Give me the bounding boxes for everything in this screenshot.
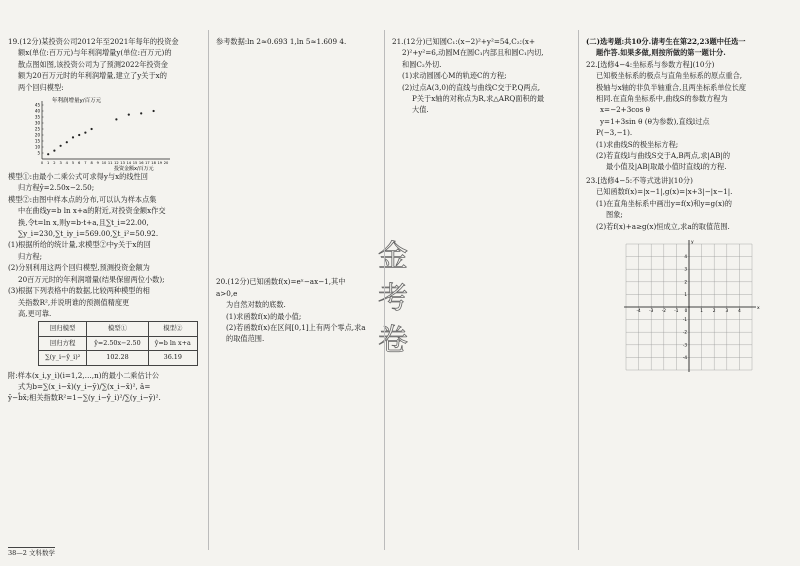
x-axis-label: x [757, 305, 760, 311]
y-tick-label: -4 [682, 354, 687, 360]
q23-line: (1)在直角坐标系中画出y=f(x)和y=g(x)的 [596, 198, 732, 208]
page-footer [8, 548, 55, 557]
q23-line: (2)若f(x)+a≥g(x)恒成立,求a的取值范围. [596, 221, 730, 231]
q22-line: 极轴与x轴的非负半轴重合,且两坐标系单位长度 [596, 82, 747, 92]
y-tick-label: 5 [37, 150, 40, 156]
data-point [140, 112, 142, 114]
q19-model2-line: 模型②:由图中样本点的分布,可以认为样本点集 [8, 194, 157, 204]
data-points [47, 110, 155, 155]
x-tick-label: 11 [107, 161, 113, 166]
table-cell: 102.28 [87, 351, 148, 365]
q20-line: 为自然对数的底数. [226, 300, 286, 310]
table-cell: 回归模型 [39, 322, 87, 336]
question-19 [8, 36, 204, 404]
q21-line: 2)²+y²=6,动圆M在圆C₁内部且和圆C₁内切, [402, 48, 544, 58]
x-tick-label: 18 [151, 161, 156, 166]
chart-title: 年利润增量y/百万元 [52, 98, 102, 105]
q19-part1: (1)根据所给的统计量,求模型②中y关于x的回 [8, 240, 151, 250]
q23-line: 已知函数f(x)=|x−1|,g(x)=|x+3|−|x−1|. [596, 187, 733, 197]
data-point [47, 153, 49, 155]
q19-stem-line: 两个回归模型: [18, 82, 64, 92]
data-point [115, 118, 117, 120]
x-tick-label: 4 [65, 161, 68, 166]
y-tick-label: -3 [682, 342, 687, 348]
x-tick-label: 4 [738, 307, 741, 313]
q23-line: 23.[选修4−5:不等式选讲](10分) [586, 175, 693, 185]
column-divider [208, 30, 209, 550]
q19-model1b: 归方程ŷ=2.50x−2.50; [18, 183, 95, 193]
spacer [216, 47, 366, 276]
q21-line: 21.(12分)已知圆C₁:(x−2)²+y²=54,C₂:(x+ [392, 37, 535, 46]
y-axis-label: y [691, 239, 694, 245]
watermark-stamp [376, 232, 410, 362]
y-tick-label: 40 [34, 108, 40, 114]
y-tick-label: 35 [34, 114, 40, 120]
elective-header: (二)选考题:共10分.请考生在第22,23题中任选一 [586, 37, 746, 46]
table-cell: 36.19 [148, 351, 197, 365]
x-tick-label: 16 [138, 161, 144, 166]
coordinate-grid [620, 238, 760, 378]
q19-appendix-line: ȳ−b̂x̄;相关指数R²=1−∑(y_i−ŷ_i)²/∑(y_i−ȳ)². [8, 393, 161, 403]
q19-stem-line: 散点图如图,该投资公司为了预测2022年投资金 [18, 59, 168, 69]
q22-line: (2)若直线l与曲线S交于A,B两点,求|AB|的 [596, 151, 731, 161]
x-tick-label: 3 [59, 161, 62, 166]
x-tick-label: 12 [114, 161, 119, 166]
q22-line: 已知极坐标系的极点与直角坐标系的原点重合, [596, 71, 743, 81]
y-tick-label: 30 [34, 120, 40, 126]
x-tick-label: 14 [126, 161, 132, 166]
y-tick-label: 20 [34, 132, 40, 138]
x-tick-label: 13 [120, 161, 125, 166]
q19-model2-line: 换,令t=ln x,则y=b·t+a,且∑t_i=22.00, [18, 217, 149, 227]
x-tick-label: 19 [157, 161, 163, 166]
q20-line: (1)求函数f(x)的最小值; [226, 311, 302, 321]
q22-param-eq: y=1+3sin θ (θ为参数),直线l过点 [600, 116, 710, 126]
elective-header: 题作答.如果多做,则按所做的第一题计分. [596, 48, 726, 58]
q21-line: P关于x轴的对称点为R,求△ARQ面积的最 [412, 94, 545, 104]
scatter-plot [28, 95, 188, 171]
table-cell: ŷ=2.50x−2.50 [87, 336, 148, 350]
q22-param-eq: x=−2+3cos θ [600, 105, 650, 115]
q21-line: (1)求动圆圆心M的轨迹C的方程; [402, 71, 507, 81]
q19-appendix-line: 式为b=∑(x_i−x̄)(y_i−ȳ)/∑(x_i−x̄)², â= [18, 381, 151, 391]
table-cell: 模型① [87, 322, 148, 336]
y-tick-label: 4 [684, 254, 687, 260]
data-point [78, 134, 80, 136]
table-cell: 模型② [148, 322, 197, 336]
x-tick-label: 17 [145, 161, 150, 166]
data-point [91, 128, 93, 130]
chart-xlabel: 投资金额x/百万元 [114, 166, 154, 172]
stamp-char: 卷 [378, 323, 408, 358]
x-tick-label: 1 [47, 161, 50, 166]
x-tick-label: 2 [53, 161, 56, 166]
q19-model1: 模型①:由最小二乘公式可求得y与x的线性回 [8, 172, 148, 182]
q22-line: 相同.在直角坐标系中,曲线S的参数方程为 [596, 94, 728, 104]
table-cell: ∑(y_i−ŷ_i)² [39, 351, 87, 365]
q19-stem-line: 额为20百万元时的年利润增量,建立了y关于x的 [18, 71, 167, 81]
question-20-column [216, 36, 366, 345]
q20-line: 20.(12分)已知函数f(x)=eˣ−ax−1,其中a>0,e [216, 277, 346, 298]
q22-line: P(−3,−1). [596, 128, 633, 138]
q22-line: (1)求曲线S的极坐标方程; [596, 139, 679, 149]
stamp-char: 考 [378, 281, 408, 316]
q19-model2-line: 中在曲线y=b ln x+a的附近,对投资金额x作交 [18, 206, 166, 216]
data-point [53, 150, 55, 152]
q19-part1b: 归方程; [18, 251, 42, 261]
q21-line: 大值. [412, 105, 429, 115]
column-divider [578, 30, 579, 550]
stamp-char: 金 [378, 239, 408, 274]
x-tick-label: -3 [649, 307, 654, 313]
x-tick-label: 0 [40, 161, 44, 166]
data-point [60, 145, 62, 147]
data-point [84, 132, 86, 134]
data-point [72, 136, 74, 138]
y-tick-label: 45 [34, 102, 40, 108]
y-tick-label: 3 [684, 266, 687, 272]
table-row [39, 336, 198, 350]
x-tick-label: 3 [725, 307, 729, 313]
q19-part2-line: (2)分别利用这两个回归模型,预测投资金额为 [8, 263, 150, 273]
q19-part2-line: 20百万元时的年利润增量(结果保留两位小数); [18, 274, 165, 284]
x-tick-label: 7 [84, 161, 87, 166]
y-tick-label: -2 [682, 329, 687, 335]
x-tick-label: 15 [132, 161, 138, 166]
data-point [153, 110, 155, 112]
q21-line: (2)过点A(3,0)的直线与曲线C交于P,Q两点, [402, 82, 541, 92]
table-row [39, 351, 198, 365]
x-tick-label: 20 [163, 161, 169, 166]
x-tick-label: -4 [636, 307, 641, 313]
q19-stem-line: 额x(单位:百万元)与年利润增量y(单位:百万元)的 [18, 48, 172, 58]
x-tick-label: 6 [78, 161, 81, 166]
regression-table [38, 321, 198, 365]
column-divider [384, 30, 385, 550]
x-tick-label: 2 [712, 307, 716, 313]
x-tick-label: 5 [71, 161, 75, 166]
axes [35, 101, 170, 165]
y-tick-label: -1 [682, 317, 687, 323]
question-22-23-column [586, 36, 764, 378]
q22-line: 最小值及|AB|取最小值时直线l的方程. [606, 162, 727, 172]
data-point [66, 141, 68, 143]
question-21 [392, 36, 574, 116]
y-tick-label: 15 [34, 138, 40, 144]
x-tick-label: 8 [90, 161, 93, 166]
grid-axes [624, 240, 756, 372]
q19-part3-line: 高,更可靠. [18, 308, 52, 318]
grid-labels [637, 240, 760, 360]
table-row [39, 322, 198, 336]
data-point [128, 114, 130, 116]
q19-appendix-line: 附:样本(x_i,y_i)(i=1,2,…,n)的最小二乘估计公 [8, 370, 160, 380]
table-cell: ŷ=b ln x+a [148, 336, 197, 350]
q22-line: 22.[选修4−4:坐标系与参数方程](10分) [586, 59, 715, 69]
q19-part3-line: (3)根据下列表格中的数据,比较两种模型的相 [8, 286, 150, 296]
q23-line: 图象; [606, 210, 623, 220]
y-tick-label: 25 [34, 126, 40, 132]
y-tick-label: 1 [684, 291, 687, 297]
table-cell: 回归方程 [39, 336, 87, 350]
x-tick-label: -1 [674, 307, 679, 313]
q21-line: 和圆C₂外切. [402, 59, 442, 69]
q19-stem-line: 19.(12分)某投资公司2012年至2021年每年的投资金 [8, 37, 179, 46]
x-tick-label: 10 [101, 161, 107, 166]
x-tick-label: 1 [700, 307, 703, 313]
footer-text: 38—2 文科数学 [8, 549, 55, 557]
q19-part3-line: 关指数R²,并说明谁的预测值精度更 [18, 297, 130, 307]
x-tick-label: -2 [661, 307, 666, 313]
x-tick-label: 9 [96, 161, 99, 166]
q19-model2-line: ∑y_i=230,∑t_iy_i=569.00,∑t_i²=50.92. [18, 229, 159, 239]
y-tick-label: 2 [684, 279, 687, 285]
q20-line: (2)若函数f(x)在区间[0,1]上有两个零点,求a [226, 323, 366, 333]
q20-line: 的取值范围. [226, 334, 265, 344]
reference-data: 参考数据:ln 2≈0.693 1,ln 5≈1.609 4. [216, 37, 347, 46]
x-tick-label: 0 [684, 307, 688, 313]
y-tick-label: 10 [34, 144, 40, 150]
